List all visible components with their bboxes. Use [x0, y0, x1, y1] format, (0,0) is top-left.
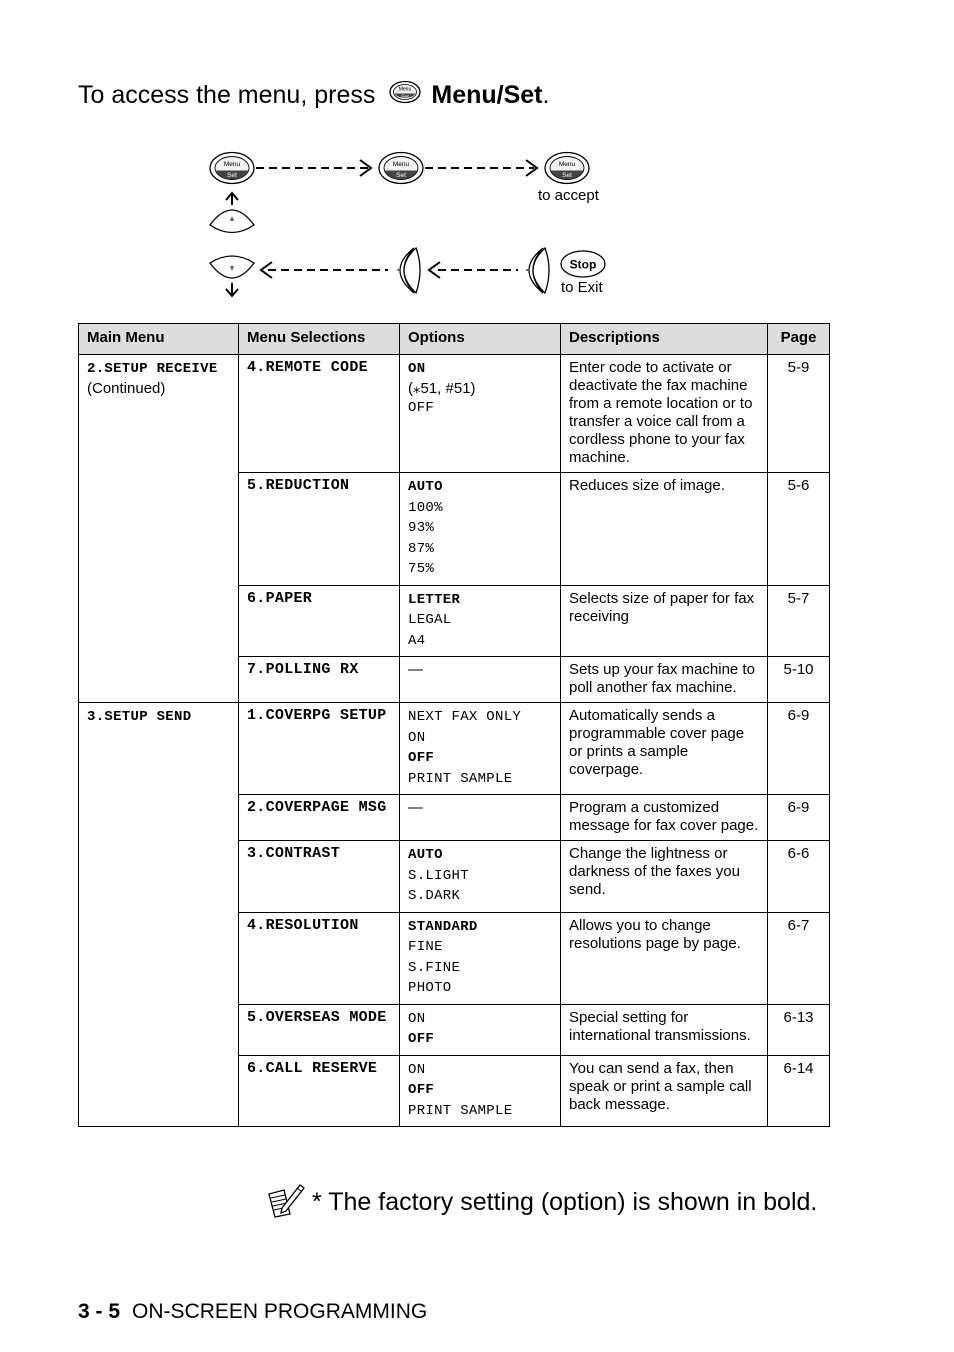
options-cell [400, 585, 561, 657]
description-cell: Automatically sends a programmable cover page or prints a sample coverpage. [561, 703, 768, 795]
page-cell: 5-9 [768, 355, 830, 473]
option-default: AUTO [408, 847, 443, 863]
intro-button-label: Menu/Set [431, 81, 543, 109]
page-cell: 6-7 [768, 912, 830, 1004]
option-value: 100% [408, 499, 443, 516]
options-cell [400, 841, 561, 913]
page-cell: 6-6 [768, 841, 830, 913]
header-main-menu: Main Menu [79, 324, 239, 355]
option-value: ON [408, 1061, 426, 1078]
option-default: STANDARD [408, 918, 478, 935]
options-cell [400, 657, 561, 703]
arrow-right-2 [425, 160, 537, 176]
options-cell [400, 473, 561, 586]
svg-text:Set: Set [396, 172, 406, 179]
left-key-2 [525, 248, 549, 293]
note-pencil-icon [266, 1180, 306, 1225]
menu-table [78, 323, 830, 1127]
option-value: — [408, 799, 423, 816]
accept-caption: to accept [538, 187, 599, 204]
description-cell: Change the lightness or darkness of the faxes you send. [561, 841, 768, 913]
option-value: S.FINE [408, 959, 461, 976]
arrow-left-2 [429, 262, 518, 278]
table-body [79, 355, 830, 1127]
option-default: OFF [408, 750, 435, 766]
header-menu-selections: Menu Selections [239, 324, 400, 355]
navigation-diagram [200, 145, 630, 305]
menu-icon-top-text: Menu [399, 86, 412, 93]
menu-selection-cell: 4.REMOTE CODE [239, 355, 400, 473]
up-key [210, 193, 254, 233]
factory-setting-note [266, 1180, 817, 1225]
option-value: A4 [408, 632, 426, 649]
options-cell [400, 355, 561, 473]
intro-suffix: . [542, 81, 550, 109]
option-value: ON [408, 729, 426, 746]
options-cell [400, 1004, 561, 1055]
option-value: OFF [408, 399, 435, 416]
description-cell: You can send a fax, then speak or print a sample call back message. [561, 1055, 768, 1127]
menu-set-button-2 [379, 153, 423, 184]
menu-selection-cell: 2.COVERPAGE MSG [239, 795, 400, 841]
page-cell: 5-6 [768, 473, 830, 586]
menu-selection-cell: 5.REDUCTION [239, 473, 400, 586]
page-cell: 6-9 [768, 703, 830, 795]
description-cell: Enter code to activate or deactivate the fax machine from a remote location or to transfer a voice call from a cordless phone to your fax machine. [561, 355, 768, 473]
arrow-right-1 [256, 160, 371, 176]
page-cell: 6-9 [768, 795, 830, 841]
description-cell: Sets up your fax machine to poll another fax machine. [561, 657, 768, 703]
option-value: PRINT SAMPLE [408, 770, 513, 787]
menu-set-button-1 [210, 153, 254, 184]
option-value: S.DARK [408, 888, 461, 904]
option-default: OFF [408, 1031, 435, 1047]
table-row [79, 703, 830, 795]
menu-selection-cell: 5.OVERSEAS MODE [239, 1004, 400, 1055]
main-menu-cell [79, 355, 239, 703]
page-cell: 5-10 [768, 657, 830, 703]
option-value: ON [408, 1010, 426, 1027]
option-value: NEXT FAX ONLY [408, 709, 522, 725]
header-page: Page [768, 324, 830, 355]
header-options: Options [400, 324, 561, 355]
description-cell: Special setting for international transmissions. [561, 1004, 768, 1055]
page-number: 3 - 5 [78, 1300, 121, 1323]
page-cell: 6-14 [768, 1055, 830, 1127]
section-title: ON-SCREEN PROGRAMMING [132, 1300, 428, 1323]
page-footer [78, 1300, 427, 1324]
description-cell: Selects size of paper for fax receiving [561, 585, 768, 657]
option-default: LETTER [408, 591, 461, 608]
options-cell [400, 1055, 561, 1127]
menu-selection-cell: 1.COVERPG SETUP [239, 703, 400, 795]
description-cell: Program a customized message for fax cover page. [561, 795, 768, 841]
table-row [79, 355, 830, 473]
page-cell: 6-13 [768, 1004, 830, 1055]
page-cell: 5-7 [768, 585, 830, 657]
description-cell: Reduces size of image. [561, 473, 768, 586]
svg-text:Set: Set [562, 172, 572, 179]
options-cell [400, 795, 561, 841]
menu-selection-cell: 3.CONTRAST [239, 841, 400, 913]
menu-set-button-3 [545, 153, 589, 184]
main-menu-name: 3.SETUP SEND [87, 709, 192, 725]
intro-prefix: To access the menu, press [78, 81, 376, 109]
options-cell [400, 912, 561, 1004]
menu-set-button-icon [389, 80, 421, 111]
note-text: * The factory setting (option) is shown in bold. [312, 1188, 818, 1216]
table-header-row [79, 324, 830, 355]
left-key-1 [396, 248, 420, 293]
menu-selection-cell: 7.POLLING RX [239, 657, 400, 703]
svg-text:Set: Set [227, 172, 237, 179]
option-value: PRINT SAMPLE [408, 1102, 513, 1119]
arrow-left-1 [261, 262, 388, 278]
stop-button [561, 251, 605, 277]
option-value: 75% [408, 561, 435, 577]
menu-selection-cell: 4.RESOLUTION [239, 912, 400, 1004]
option-default: ON [408, 361, 426, 377]
option-value: LEGAL [408, 612, 452, 628]
menu-selection-cell: 6.PAPER [239, 585, 400, 657]
main-menu-name: 2.SETUP RECEIVE [87, 361, 218, 377]
option-default: OFF [408, 1082, 435, 1098]
option-value: S.LIGHT [408, 867, 469, 884]
intro-line [78, 80, 549, 111]
option-default: AUTO [408, 479, 443, 495]
main-menu-note: (Continued) [87, 379, 166, 397]
option-value: (⁎51, #51) [408, 379, 476, 397]
option-value: — [408, 661, 423, 678]
main-menu-cell [79, 703, 239, 1127]
description-cell: Allows you to change resolutions page by page. [561, 912, 768, 1004]
option-value: 87% [408, 540, 435, 557]
menu-selection-cell: 6.CALL RESERVE [239, 1055, 400, 1127]
option-value: 93% [408, 520, 435, 536]
stop-label: Stop [569, 257, 597, 272]
option-value: FINE [408, 939, 443, 955]
exit-caption: to Exit [561, 279, 603, 296]
menu-icon-bottom-text: Set [401, 94, 410, 101]
options-cell [400, 703, 561, 795]
header-descriptions: Descriptions [561, 324, 768, 355]
svg-text:Menu: Menu [392, 161, 410, 168]
svg-text:Menu: Menu [558, 161, 576, 168]
option-value: PHOTO [408, 980, 452, 996]
svg-text:Menu: Menu [223, 161, 241, 168]
down-key [210, 256, 254, 296]
